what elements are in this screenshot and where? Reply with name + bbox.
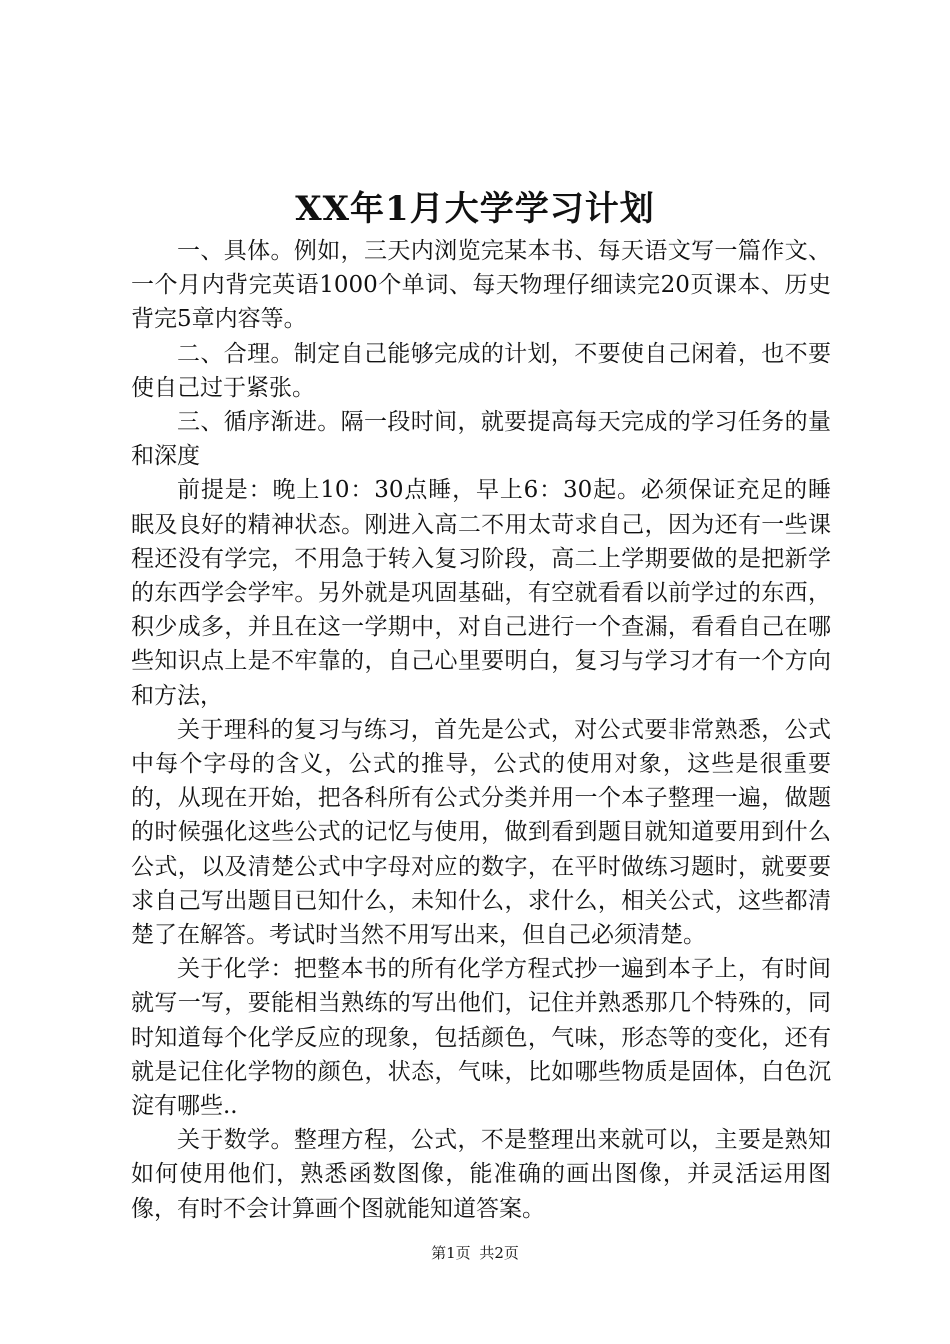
paragraph-1: 一、具体。例如，三天内浏览完某本书、每天语文写一篇作文、一个月内背完英语1000个单词、每天物理仔细读完20页课本、历史背完5章内容等。 [131,238,831,333]
page-footer [0,1243,950,1263]
page-number: 第1页 [431,1244,471,1262]
document-body [131,234,831,1226]
paragraph-5: 关于理科的复习与练习，首先是公式，对公式要非常熟悉，公式中每个字母的含义，公式的推导，公式的使用对象，这些是很重要的，从现在开始，把各科所有公式分类并用一个本子整理一遍，做题的时候强化这些公式的记忆与使用，做到看到题目就知道要用到什么公式，以及清楚公式中字母对应的数字，在平时做练习题时，就要要求自己写出题目已知什么，未知什么，求什么，相关公式，这些都清楚了在解答。考试时当然不用写出来，但自己必须清楚。 [131,716,831,949]
paragraph-6: 关于化学：把整本书的所有化学方程式抄一遍到本子上，有时间就写一写，要能相当熟练的写出他们，记住并熟悉那几个特殊的，同时知道每个化学反应的现象，包括颜色，气味，形态等的变化，还有就是记住化学物的颜色，状态，气味，比如哪些物质是固体，白色沉淀有哪些.. [131,956,831,1120]
paragraph-7: 关于数学。整理方程，公式，不是整理出来就可以，主要是熟知如何使用他们，熟悉函数图像，能准确的画出图像，并灵活运用图像，有时不会计算画个图就能知道答案。 [131,1127,831,1222]
paragraph-3: 三、循序渐进。隔一段时间，就要提高每天完成的学习任务的量和深度 [131,409,831,470]
document-title: XX年1月大学学习计划 [295,189,655,229]
paragraph-2: 二、合理。制定自己能够完成的计划，不要使自己闲着，也不要使自己过于紧张。 [131,340,831,401]
page-total: 共2页 [479,1244,519,1262]
paragraph-4: 前提是：晚上10：30点睡，早上6：30起。必须保证充足的睡眠及良好的精神状态。刚进入高二不用太苛求自己，因为还有一些课程还没有学完，不用急于转入复习阶段，高二上学期要做的是把新学的东西学会学牢。另外就是巩固基础，有空就看看以前学过的东西，积少成多，并且在这一学期中，对自己进行一个查漏，看看自己在哪些知识点上是不牢靠的，自己心里要明白，复习与学习才有一个方向和方法， [131,477,831,709]
